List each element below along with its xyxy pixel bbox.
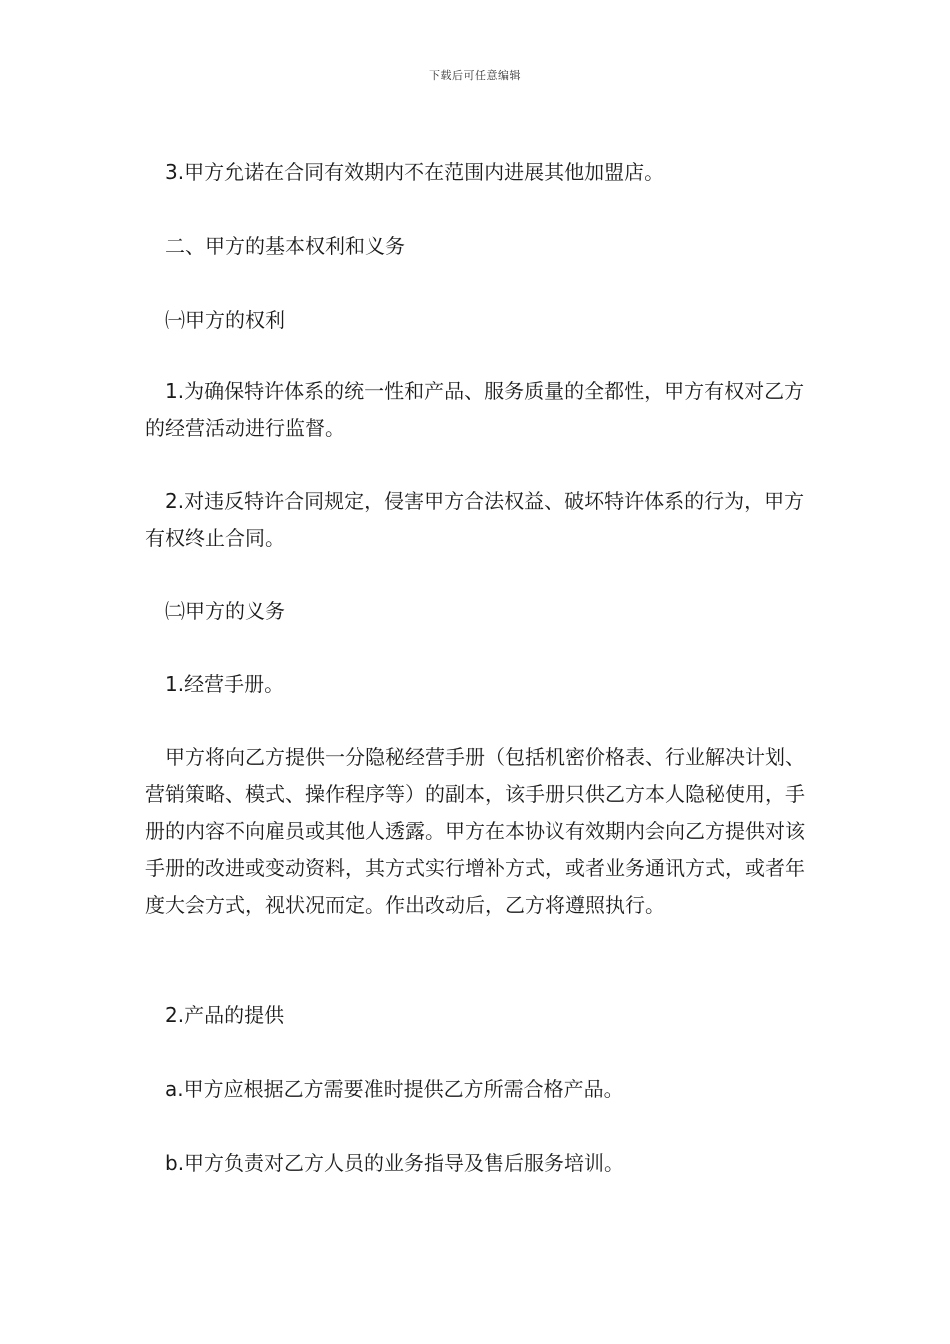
paragraph-obligations-1-title: 1.经营手册。: [165, 672, 285, 696]
subsection-heading-rights: ㈠甲方的权利: [165, 308, 285, 332]
paragraph-product-supply-a: a.甲方应根据乙方需要准时提供乙方所需合格产品。: [165, 1077, 624, 1101]
paragraph-rights-1: 1.为确保特许体系的统一性和产品、服务质量的全都性，甲方有权对乙方的经营活动进行监督。: [145, 379, 805, 440]
paragraph-operations-manual: 甲方将向乙方提供一分隐秘经营手册（包括机密价格表、行业解决计划、营销策略、模式、操作程序等）的副本，该手册只供乙方本人隐秘使用，手册的内容不向雇员或其他人透露。甲方在本协议有效期内会向乙方提供对该手册的改进或变动资料，其方式实行增补方式，或者业务通讯方式，或者年度大会方式，视状况而定。作出改动后，乙方将遵照执行。: [145, 745, 805, 917]
page-header-note: 下载后可任意编辑: [429, 69, 521, 82]
paragraph-rights-2: 2.对违反特许合同规定，侵害甲方合法权益、破坏特许体系的行为，甲方有权终止合同。: [145, 489, 805, 550]
paragraph-obligations-2-title: 2.产品的提供: [165, 1003, 285, 1027]
section-heading-rights-obligations: 二、甲方的基本权利和义务: [165, 234, 405, 258]
subsection-heading-obligations: ㈡甲方的义务: [165, 599, 285, 623]
paragraph-clause-3: 3.甲方允诺在合同有效期内不在范围内进展其他加盟店。: [165, 160, 665, 184]
paragraph-training-b: b.甲方负责对乙方人员的业务指导及售后服务培训。: [165, 1151, 625, 1175]
